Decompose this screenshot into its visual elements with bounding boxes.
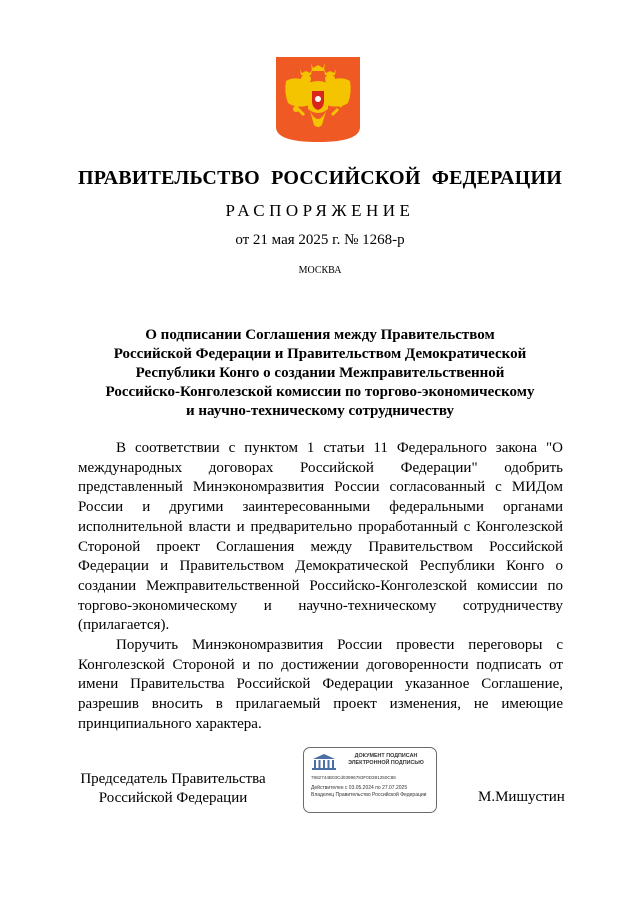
stamp-validity: Действителен с 03.05.2024 по 27.07.2025 (311, 785, 408, 791)
government-title: ПРАВИТЕЛЬСТВО РОССИЙСКОЙ ФЕДЕРАЦИИ (78, 167, 562, 189)
coat-of-arms-emblem (276, 57, 360, 142)
stamp-owner: Владелец Правительство Российской Федерации (311, 792, 427, 798)
document-city: МОСКВА (298, 265, 342, 276)
stamp-header (338, 753, 434, 767)
heading-line: О подписании Соглашения между Правительством (145, 327, 495, 343)
stamp-header-line: ЭЛЕКТРОННОЙ ПОДПИСЬЮ (348, 760, 424, 766)
stamp-certificate: 7982744B03Cd03996783F0D381250C86 (311, 775, 396, 780)
signer-title-line: Председатель Правительства (80, 771, 266, 787)
document-heading (80, 326, 560, 421)
document-body (78, 439, 563, 735)
heading-line: Российской Федерации и Правительством Демократической (113, 346, 527, 362)
signer-title-line: Российской Федерации (98, 790, 248, 806)
heading-line: Республики Конго о создании Межправительственной (135, 365, 505, 381)
double-headed-eagle-icon (276, 57, 360, 142)
building-icon (311, 753, 337, 771)
heading-line: Российско-Конголезской комиссии по торгово-экономическому (105, 384, 535, 400)
electronic-signature-stamp (303, 747, 437, 813)
document-type: РАСПОРЯЖЕНИЕ (225, 201, 415, 220)
signer-title (78, 770, 268, 808)
signer-name: М.Мишустин (478, 789, 565, 805)
body-paragraph-instruct: Поручить Минэкономразвития России провести переговоры с Конголезской Стороной и по достижении договоренности подписать от имени Правительства Российской Федерации указанное Соглашение, разрешив вносить в прилагаемый проект изменения, не имеющие принципиального характера. (78, 637, 563, 732)
body-paragraph-approve: В соответствии с пунктом 1 статьи 11 Федерального закона "О международных договорах Российской Федерации" одобрить представленный Минэкономразвития России согласованный с МИДом России и другими заинтересованными федеральными органами исполнительной власти и предварительно проработанный с Конголезской Стороной проект Соглашения между Правительством Российской Федерации и Правительством Демократической Республики Конго о создании Межправительственной Российско-Конголезской комиссии по торгово-экономическому и научно-техническому сотрудничеству (прилагается). (78, 440, 563, 634)
document-date-number: от 21 мая 2025 г. № 1268-р (235, 232, 405, 248)
stamp-header-line: ДОКУМЕНТ ПОДПИСАН (354, 753, 418, 759)
heading-line: и научно-техническому сотрудничеству (186, 403, 454, 419)
